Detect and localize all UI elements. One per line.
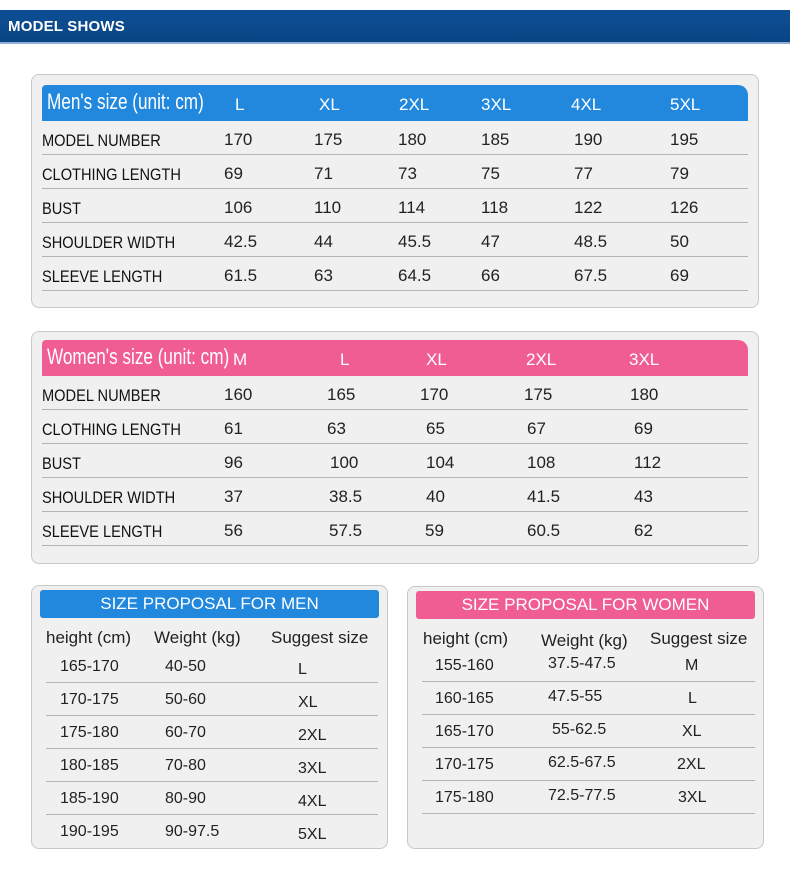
table-cell: 60.5	[527, 521, 561, 540]
table-cell: 61	[224, 419, 243, 438]
men-proposal-title: SIZE PROPOSAL FOR MEN	[100, 594, 319, 613]
table-cell: 190-195	[60, 823, 119, 840]
table-row	[46, 749, 378, 782]
column-header: height (cm)	[423, 629, 509, 648]
table-cell: 73	[398, 164, 417, 183]
table-cell: 43	[634, 487, 653, 506]
table-cell: 37	[224, 487, 243, 506]
table-cell: 60-70	[165, 724, 206, 741]
table-cell: XL	[298, 694, 318, 711]
table-cell: 190	[574, 130, 603, 149]
size-label: XL	[426, 350, 447, 369]
row-label: BUST	[42, 199, 81, 218]
table-cell: 165-170	[435, 723, 494, 740]
table-cell: 104	[426, 453, 455, 472]
table-cell: 57.5	[329, 521, 363, 540]
table-cell: 5XL	[298, 826, 327, 843]
table-cell: 67	[527, 419, 546, 438]
table-cell: 185-190	[60, 790, 119, 807]
row-label: SLEEVE LENGTH	[42, 522, 163, 541]
table-cell: 3XL	[298, 760, 327, 777]
table-cell: 40-50	[165, 658, 206, 675]
row-label: BUST	[42, 454, 81, 473]
table-cell: 180-185	[60, 757, 119, 774]
table-row	[422, 649, 755, 682]
table-cell: 47.5-55	[548, 688, 603, 705]
table-cell: 175-180	[435, 789, 494, 806]
table-cell: 66	[481, 266, 500, 285]
women-proposal-panel	[407, 586, 764, 849]
table-cell: 44	[314, 232, 333, 251]
row-label: SLEEVE LENGTH	[42, 267, 163, 286]
table-row	[46, 683, 378, 716]
table-row	[42, 410, 748, 444]
table-cell: 122	[574, 198, 603, 217]
table-cell: 108	[527, 453, 556, 472]
table-cell: 69	[670, 266, 689, 285]
table-row	[42, 444, 748, 478]
row-label: MODEL NUMBER	[42, 386, 161, 405]
table-cell: 170	[420, 385, 449, 404]
column-header: height (cm)	[46, 628, 132, 647]
men-size-header	[42, 85, 748, 121]
table-cell: 56	[224, 521, 243, 540]
table-row	[42, 189, 748, 223]
table-row	[42, 223, 748, 257]
row-label: MODEL NUMBER	[42, 131, 161, 150]
size-label: L	[235, 95, 245, 114]
table-cell: 118	[481, 198, 509, 217]
table-cell: 71	[314, 164, 333, 183]
table-cell: 170-175	[60, 691, 119, 708]
table-cell: 160-165	[435, 690, 494, 707]
table-cell: 195	[670, 130, 699, 149]
table-row	[422, 715, 755, 748]
table-cell: 155-160	[435, 657, 494, 674]
table-row	[42, 257, 748, 291]
table-row	[422, 781, 755, 814]
table-cell: 175	[314, 130, 343, 149]
table-cell: 180	[398, 130, 427, 149]
table-cell: 112	[634, 453, 662, 472]
table-cell: 61.5	[224, 266, 258, 285]
table-cell: 180	[630, 385, 659, 404]
table-cell: M	[685, 657, 699, 674]
column-header: Suggest size	[271, 628, 369, 647]
men-proposal-header	[40, 590, 379, 618]
table-cell: 185	[481, 130, 510, 149]
table-cell: 2XL	[298, 727, 327, 744]
table-cell: 170	[224, 130, 253, 149]
table-cell: 79	[670, 164, 689, 183]
table-cell: 48.5	[574, 232, 608, 251]
table-cell: 37.5-47.5	[548, 655, 616, 672]
table-cell: 2XL	[677, 756, 706, 773]
women-size-panel	[31, 331, 759, 564]
table-cell: 41.5	[527, 487, 561, 506]
men-size-title: Men's size (unit: cm)	[47, 89, 204, 114]
banner-title: MODEL SHOWS	[8, 18, 125, 35]
size-label: M	[233, 350, 248, 369]
table-cell: 175-180	[60, 724, 119, 741]
row-label: SHOULDER WIDTH	[42, 233, 176, 252]
table-cell: 62.5-67.5	[548, 754, 616, 771]
table-cell: 90-97.5	[165, 823, 220, 840]
table-row	[42, 155, 748, 189]
size-label: 3XL	[481, 95, 512, 114]
section-banner	[0, 10, 790, 44]
table-row	[46, 815, 378, 848]
table-cell: 110	[314, 198, 342, 217]
table-cell: 165-170	[60, 658, 119, 675]
table-cell: 75	[481, 164, 500, 183]
table-cell: 69	[634, 419, 653, 438]
column-header: Weight (kg)	[541, 631, 628, 650]
table-cell: 50	[670, 232, 689, 251]
column-header: Weight (kg)	[154, 628, 241, 647]
table-cell: 4XL	[298, 793, 327, 810]
table-cell: 70-80	[165, 757, 206, 774]
size-label: 5XL	[670, 95, 701, 114]
table-row	[422, 748, 755, 781]
table-cell: 64.5	[398, 266, 432, 285]
table-cell: 69	[224, 164, 243, 183]
table-cell: XL	[682, 723, 702, 740]
table-cell: 100	[330, 453, 359, 472]
table-cell: 80-90	[165, 790, 206, 807]
table-cell: 38.5	[329, 487, 363, 506]
men-size-panel	[31, 74, 759, 308]
row-label: CLOTHING LENGTH	[42, 420, 181, 439]
table-cell: 45.5	[398, 232, 432, 251]
size-label: 4XL	[571, 95, 602, 114]
women-size-header	[42, 340, 748, 376]
women-proposal-title: SIZE PROPOSAL FOR WOMEN	[461, 595, 710, 614]
table-cell: 170-175	[435, 756, 494, 773]
row-label: CLOTHING LENGTH	[42, 165, 181, 184]
men-proposal-panel	[31, 585, 388, 849]
table-cell: 47	[481, 232, 500, 251]
table-cell: 50-60	[165, 691, 206, 708]
size-label: 3XL	[629, 350, 660, 369]
table-row	[46, 782, 378, 815]
table-cell: 65	[426, 419, 445, 438]
table-cell: 63	[314, 266, 333, 285]
table-cell: 3XL	[678, 789, 707, 806]
table-cell: 55-62.5	[552, 721, 607, 738]
table-cell: 77	[574, 164, 593, 183]
women-proposal-header	[416, 591, 755, 619]
table-row	[42, 376, 748, 410]
size-label: 2XL	[399, 95, 430, 114]
table-row	[42, 478, 748, 512]
table-cell: 106	[224, 198, 253, 217]
table-cell: 42.5	[224, 232, 258, 251]
size-label: XL	[319, 95, 340, 114]
table-cell: 67.5	[574, 266, 608, 285]
size-label: L	[340, 350, 350, 369]
table-cell: 126	[670, 198, 699, 217]
table-cell: 114	[398, 198, 426, 217]
table-cell: 63	[327, 419, 346, 438]
size-label: 2XL	[526, 350, 557, 369]
table-row	[42, 121, 748, 155]
table-cell: 175	[524, 385, 553, 404]
table-row	[422, 682, 755, 715]
table-row	[42, 512, 748, 546]
table-cell: 72.5-77.5	[548, 787, 616, 804]
table-cell: 160	[224, 385, 253, 404]
table-row	[46, 650, 378, 683]
table-cell: 62	[634, 521, 653, 540]
table-cell: 40	[426, 487, 445, 506]
table-cell: 96	[224, 453, 243, 472]
table-cell: 59	[425, 521, 444, 540]
table-row	[46, 716, 378, 749]
table-cell: 165	[327, 385, 356, 404]
table-cell: L	[298, 661, 307, 678]
women-size-title: Women's size (unit: cm)	[47, 344, 230, 369]
column-header: Suggest size	[650, 629, 748, 648]
row-label: SHOULDER WIDTH	[42, 488, 176, 507]
table-cell: L	[688, 690, 697, 707]
